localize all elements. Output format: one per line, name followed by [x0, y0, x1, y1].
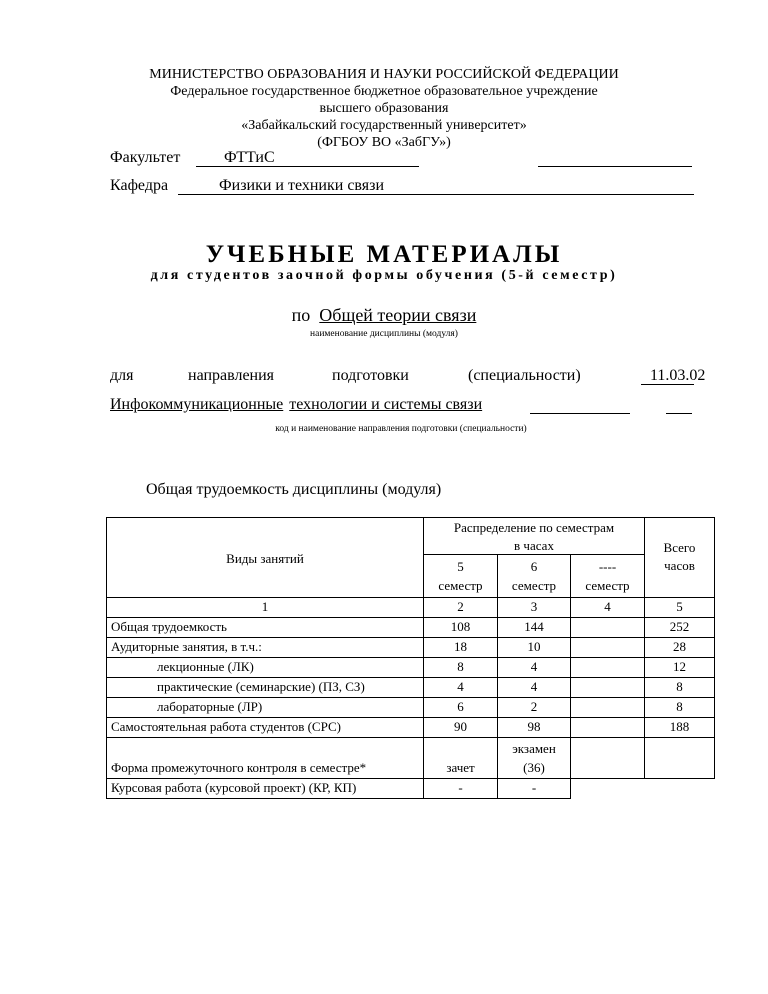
- cell-total: 8: [645, 677, 715, 697]
- cell-sem5: 90: [424, 717, 498, 737]
- row-label: Общая трудоемкость: [107, 617, 424, 637]
- row-label: Форма промежуточного контроля в семестре*: [107, 737, 424, 778]
- cell-sem-blank: [571, 657, 645, 677]
- table-row: [107, 637, 715, 657]
- row-label: лекционные (ЛК): [107, 657, 424, 677]
- cell-sem6: экзамен (36): [498, 737, 571, 778]
- workload-table: [106, 517, 715, 799]
- header-kinds: Виды занятий: [107, 518, 424, 598]
- header-sem-6: 6 семестр: [498, 554, 571, 597]
- header-sem-blank: ---- семестр: [571, 554, 645, 597]
- education-level-line: высшего образования: [319, 101, 449, 116]
- document-title: УЧЕБНЫЕ МАТЕРИАЛЫ: [205, 241, 563, 268]
- col-num-4: 4: [571, 597, 645, 617]
- direction-underline-mid: [530, 413, 630, 414]
- table-row-course: [107, 778, 715, 798]
- table-title: Общая трудоемкость дисциплины (модуля): [146, 481, 442, 498]
- cell-sem5: зачет: [424, 737, 498, 778]
- cell-sem6: 144: [498, 617, 571, 637]
- direction-name-part2: технологии и системы связи: [289, 396, 483, 413]
- ministry-line: МИНИСТЕРСТВО ОБРАЗОВАНИЯ И НАУКИ РОССИЙСКОЙ ФЕДЕРАЦИИ: [149, 67, 619, 82]
- cell-sem5: -: [424, 778, 498, 798]
- cell-sem-blank: [571, 617, 645, 637]
- discipline-line: [0, 305, 768, 326]
- col-num-1: 1: [107, 597, 424, 617]
- cell-total: 28: [645, 637, 715, 657]
- faculty-value: ФТТиС: [224, 149, 275, 166]
- cell-total: [645, 778, 715, 798]
- cell-sem-blank: [571, 697, 645, 717]
- table-row: [107, 677, 715, 697]
- col-num-2: 2: [424, 597, 498, 617]
- cell-sem-blank: [571, 717, 645, 737]
- table-row: [107, 657, 715, 677]
- row-label: практические (семинарские) (ПЗ, СЗ): [107, 677, 424, 697]
- cell-total: 12: [645, 657, 715, 677]
- faculty-underline-right: [538, 166, 692, 167]
- direction-underline-end: [666, 413, 692, 414]
- cell-total: 8: [645, 697, 715, 717]
- direction-word-for: для: [110, 367, 134, 384]
- cell-sem6: 4: [498, 677, 571, 697]
- header-distribution: Распределение по семестрам: [424, 518, 645, 538]
- cell-sem5: 108: [424, 617, 498, 637]
- cell-sem5: 4: [424, 677, 498, 697]
- institution-type-line: Федеральное государственное бюджетное образовательное учреждение: [170, 84, 598, 99]
- row-label: Аудиторные занятия, в т.ч.:: [107, 637, 424, 657]
- cell-sem-blank: [571, 677, 645, 697]
- cell-sem5: 6: [424, 697, 498, 717]
- cell-sem6: 2: [498, 697, 571, 717]
- cell-sem6: 4: [498, 657, 571, 677]
- cell-total: 252: [645, 617, 715, 637]
- discipline-prefix: по: [291, 305, 311, 325]
- document-subtitle: для студентов заочной формы обучения (5-й семестр): [150, 268, 618, 283]
- col-num-5: 5: [645, 597, 715, 617]
- direction-name-line: [110, 396, 482, 414]
- row-label: Курсовая работа (курсовой проект) (КР, КП): [107, 778, 424, 798]
- header-total: Всего часов: [645, 518, 715, 598]
- discipline-name: Общей теории связи: [319, 305, 477, 325]
- direction-word-specialty: (специальности): [468, 367, 581, 384]
- col-num-3: 3: [498, 597, 571, 617]
- department-label: Кафедра: [110, 177, 169, 194]
- table-row: [107, 717, 715, 737]
- header-sem-5: 5 семестр: [424, 554, 498, 597]
- direction-caption: код и наименование направления подготовки (специальности): [275, 424, 527, 434]
- row-label: Самостоятельная работа студентов (СРС): [107, 717, 424, 737]
- university-abbr-line: (ФГБОУ ВО «ЗабГУ»): [317, 135, 451, 150]
- cell-sem6: 10: [498, 637, 571, 657]
- cell-sem6: -: [498, 778, 571, 798]
- table-row: [107, 697, 715, 717]
- cell-sem5: 8: [424, 657, 498, 677]
- table-row-control: [107, 737, 715, 778]
- discipline-caption: наименование дисциплины (модуля): [310, 329, 458, 339]
- table-row: [107, 617, 715, 637]
- cell-sem5: 18: [424, 637, 498, 657]
- cell-sem-blank: [571, 778, 645, 798]
- row-label: лабораторные (ЛР): [107, 697, 424, 717]
- header-distribution-hours: в часах: [424, 538, 645, 555]
- cell-sem-blank: [571, 637, 645, 657]
- direction-word-direction: направления: [188, 367, 275, 384]
- cell-sem6: 98: [498, 717, 571, 737]
- department-value: Физики и техники связи: [219, 177, 385, 194]
- direction-code: 11.03.02: [650, 367, 706, 384]
- cell-sem-blank: [571, 737, 645, 778]
- cell-total: 188: [645, 717, 715, 737]
- cell-total: [645, 737, 715, 778]
- direction-word-training: подготовки: [332, 367, 409, 384]
- university-name-line: «Забайкальский государственный университет»: [241, 118, 527, 133]
- direction-name-part1: Инфокоммуникационные: [110, 396, 284, 413]
- faculty-label: Факультет: [110, 149, 181, 166]
